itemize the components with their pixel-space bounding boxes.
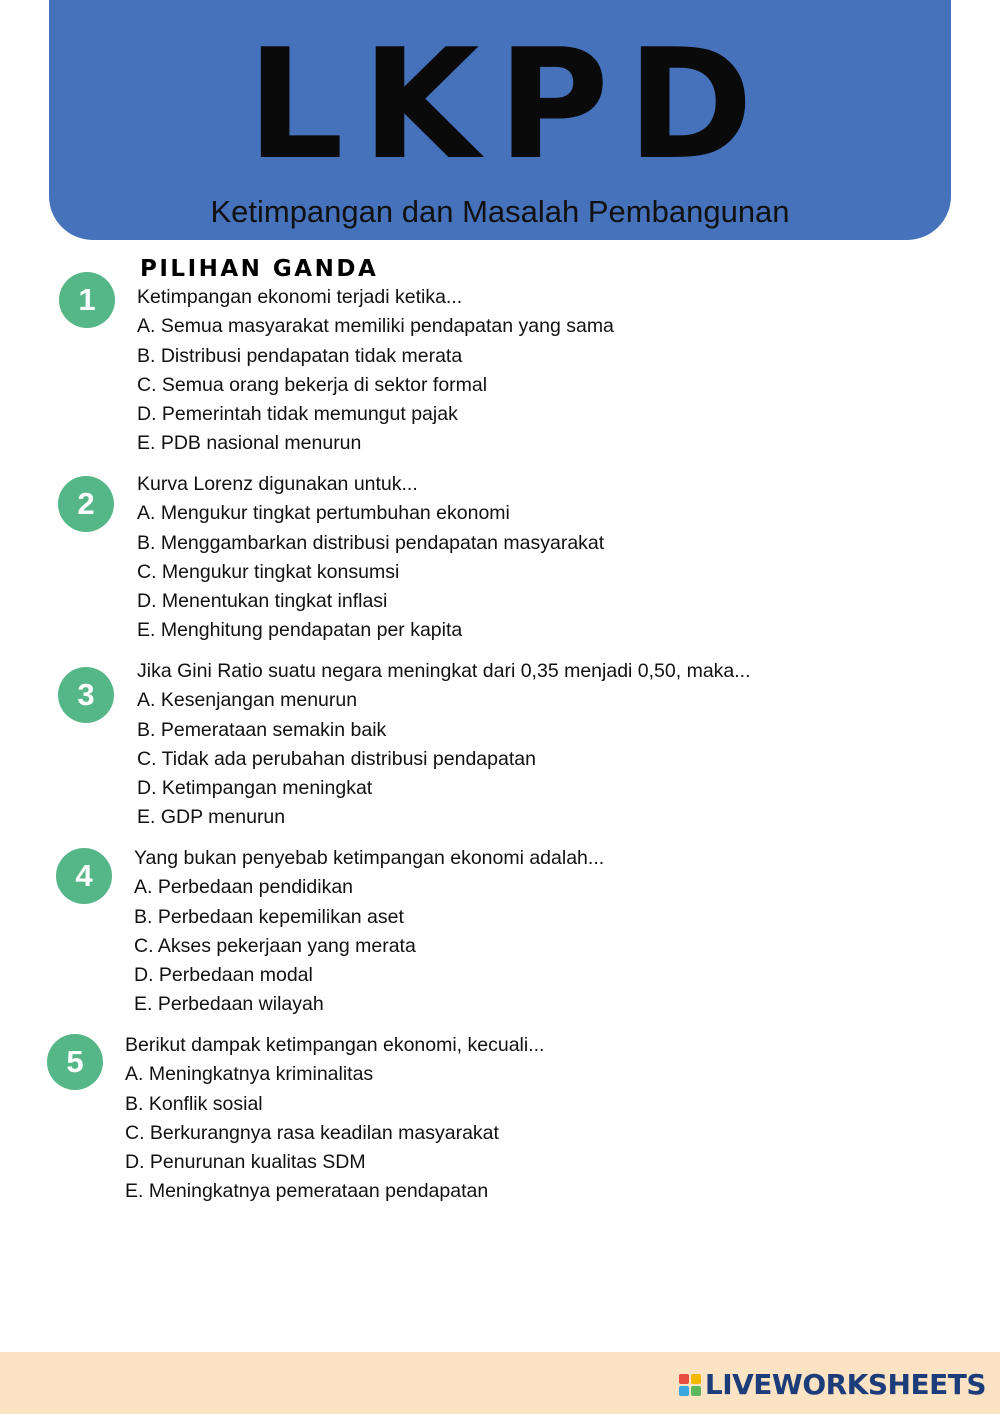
option-c[interactable]: C. Tidak ada perubahan distribusi pendapatan — [137, 747, 536, 770]
option-a[interactable]: A. Semua masyarakat memiliki pendapatan yang sama — [137, 315, 614, 338]
option-d[interactable]: D. Ketimpangan meningkat — [137, 777, 373, 800]
footer-bar — [0, 1352, 1000, 1414]
question-number-badge: 4 — [56, 848, 112, 904]
question-number-badge: 3 — [58, 667, 114, 723]
option-a[interactable]: A. Kesenjangan menurun — [137, 689, 358, 712]
option-c[interactable]: C. Berkurangnya rasa keadilan masyarakat — [125, 1121, 499, 1144]
question-text: Ketimpangan ekonomi terjadi ketika... — [137, 286, 463, 308]
option-e[interactable]: E. PDB nasional menurun — [137, 432, 362, 455]
liveworksheets-brand[interactable] — [679, 1368, 986, 1401]
question-text: Berikut dampak ketimpangan ekonomi, kecuali... — [125, 1034, 545, 1056]
option-c[interactable]: C. Akses pekerjaan yang merata — [134, 934, 416, 957]
header-banner — [49, 0, 951, 240]
option-e[interactable]: E. Perbedaan wilayah — [134, 993, 324, 1016]
question-number-badge: 1 — [59, 272, 115, 328]
option-b[interactable]: B. Perbedaan kepemilikan aset — [134, 905, 404, 928]
question-text: Yang bukan penyebab ketimpangan ekonomi adalah... — [134, 847, 605, 869]
brand-name: LIVEWORKSHEETS — [704, 1368, 986, 1401]
option-b[interactable]: B. Distribusi pendapatan tidak merata — [137, 344, 463, 367]
question-number-badge: 5 — [47, 1034, 103, 1090]
option-d[interactable]: D. Menentukan tingkat inflasi — [137, 590, 388, 613]
option-b[interactable]: B. Pemerataan semakin baik — [137, 718, 387, 741]
option-d[interactable]: D. Penurunan kualitas SDM — [125, 1151, 366, 1174]
question-text: Kurva Lorenz digunakan untuk... — [137, 473, 418, 495]
question-text: Jika Gini Ratio suatu negara meningkat dari 0,35 menjadi 0,50, maka... — [137, 660, 751, 682]
liveworksheets-logo-icon — [679, 1374, 701, 1396]
option-e[interactable]: E. Menghitung pendapatan per kapita — [137, 619, 463, 642]
option-e[interactable]: E. GDP menurun — [137, 806, 286, 829]
option-a[interactable]: A. Mengukur tingkat pertumbuhan ekonomi — [137, 502, 510, 525]
option-b[interactable]: B. Menggambarkan distribusi pendapatan masyarakat — [137, 531, 605, 554]
question-number-badge: 2 — [58, 476, 114, 532]
option-a[interactable]: A. Meningkatnya kriminalitas — [125, 1063, 374, 1086]
option-d[interactable]: D. Pemerintah tidak memungut pajak — [137, 403, 458, 426]
page-subtitle: Ketimpangan dan Masalah Pembangunan — [210, 194, 790, 229]
page-title: LKPD — [246, 16, 772, 193]
option-e[interactable]: E. Meningkatnya pemerataan pendapatan — [125, 1180, 489, 1203]
option-b[interactable]: B. Konflik sosial — [125, 1092, 263, 1115]
section-title: PILIHAN GANDA — [140, 256, 379, 282]
option-c[interactable]: C. Semua orang bekerja di sektor formal — [137, 373, 488, 396]
option-d[interactable]: D. Perbedaan modal — [134, 964, 313, 987]
option-c[interactable]: C. Mengukur tingkat konsumsi — [137, 560, 400, 583]
option-a[interactable]: A. Perbedaan pendidikan — [134, 876, 354, 899]
